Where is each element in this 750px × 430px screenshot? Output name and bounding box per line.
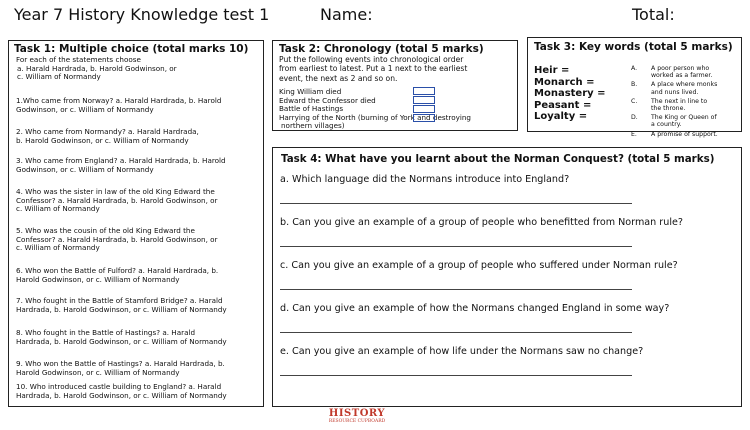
history-logo	[318, 408, 396, 425]
order-input-1[interactable]	[413, 87, 435, 95]
definition-text: A place where monks	[651, 81, 718, 89]
task4-question-d: d. Can you give an example of how the Normans changed England in some way?	[280, 303, 670, 314]
name-label: Name:	[320, 5, 373, 24]
question-line: b. Harold Godwinson, or c. William of Normandy	[16, 135, 189, 145]
term-heir: Heir =	[534, 65, 570, 76]
task1-title: Task 1: Multiple choice (total marks 10)	[14, 43, 249, 55]
task1-question-2[interactable]	[16, 128, 199, 145]
question-line: 10. Who introduced castle building to England? a. Harald	[16, 382, 222, 391]
event-label: Edward the Confessor died	[279, 95, 376, 105]
event-label: King William died	[279, 87, 342, 96]
definition-text: a country.	[651, 121, 682, 129]
task3-box	[527, 37, 742, 138]
question-line: Confessor? a. Harald Hardrada, b. Harold Godwinson, or	[16, 195, 218, 205]
answer-line-c[interactable]	[280, 289, 632, 290]
definition-text: worked as a farmer.	[651, 72, 713, 80]
order-input-3[interactable]	[413, 105, 435, 113]
task1-intro-line: a. Harald Hardrada, b. Harold Godwinson, or	[17, 63, 177, 73]
question-line: 9. Who won the Battle of Hastings? a. Harald Hardrada, b.	[16, 359, 225, 368]
definition-text: and nuns lived.	[651, 88, 699, 96]
task1-question-6[interactable]	[16, 267, 218, 284]
question-line: Godwinson, or c. William of Normandy	[16, 104, 154, 114]
definition-d	[631, 114, 739, 128]
task2-events	[279, 88, 471, 131]
definition-letter: A.	[631, 65, 638, 72]
task2-box	[272, 40, 518, 131]
answer-line-e[interactable]	[280, 375, 632, 376]
question-line: 5. Who was the cousin of the old King Edward the	[16, 226, 195, 235]
worksheet-title: Year 7 History Knowledge test 1	[14, 5, 270, 24]
question-line: Godwinson, or c. William of Normandy	[16, 164, 154, 174]
answer-line-a[interactable]	[280, 203, 632, 204]
task1-question-1[interactable]	[16, 97, 221, 114]
task4-question-c: c. Can you give an example of a group of people who suffered under Norman rule?	[280, 260, 678, 271]
definitions	[631, 65, 739, 138]
task2-intro-line: Put the following events into chronological order	[279, 55, 464, 64]
task4-title: Task 4: What have you learnt about the Norman Conquest? (total 5 marks)	[281, 153, 715, 165]
task4-question-e: e. Can you give an example of how life under the Normans saw no change?	[280, 346, 644, 357]
task2-intro-line: from earliest to latest. Put a 1 next to the earliest	[279, 64, 468, 74]
task1-question-5[interactable]	[16, 227, 218, 253]
definition-a	[631, 65, 739, 79]
definition-text: A promise of support.	[651, 130, 718, 138]
definition-b	[631, 81, 739, 95]
event-label: Battle of Hastings	[279, 104, 344, 114]
key-terms	[534, 65, 606, 123]
task2-intro-line: event, the next as 2 and so on.	[279, 73, 398, 83]
definition-e	[631, 131, 739, 138]
question-line: 7. Who fought in the Battle of Stamford Bridge? a. Harald	[16, 296, 223, 305]
definition-text: The King or Queen of	[651, 114, 717, 122]
definition-text: A poor person who	[651, 65, 710, 72]
task2-title: Task 2: Chronology (total 5 marks)	[279, 43, 484, 55]
task3-title: Task 3: Key words (total 5 marks)	[534, 41, 733, 53]
task1-question-7[interactable]	[16, 297, 227, 314]
question-line: Hardrada, b. Harold Godwinson, or c. William of Normandy	[16, 336, 227, 346]
question-line: Hardrada, b. Harold Godwinson, or c. William of Normandy	[16, 390, 227, 400]
logo-word: HISTORY	[328, 408, 386, 419]
logo-subtitle: RESOURCE CUPBOARD	[328, 419, 386, 424]
order-input-4[interactable]	[413, 114, 435, 122]
event-label: Harrying of the North (burning of York and destroying	[279, 112, 471, 122]
term-loyalty: Loyalty =	[534, 111, 588, 122]
task4-question-a: a. Which language did the Normans introduce into England?	[280, 174, 570, 185]
term-monastery: Monastery =	[534, 88, 606, 99]
term-peasant: Peasant =	[534, 99, 592, 111]
task1-question-9[interactable]	[16, 360, 225, 377]
order-input-2[interactable]	[413, 96, 435, 104]
task1-question-10[interactable]	[16, 383, 227, 400]
task4-question-b: b. Can you give an example of a group of people who benefitted from Norman rule?	[280, 217, 683, 228]
task1-intro-line: c. William of Normandy	[17, 72, 101, 82]
answer-line-b[interactable]	[280, 246, 632, 247]
question-line: 8. Who fought in the Battle of Hastings? a. Harald	[16, 328, 196, 337]
definition-letter: B.	[631, 81, 638, 89]
definition-c	[631, 98, 739, 112]
question-line: c. William of Normandy	[16, 204, 100, 214]
task1-intro	[16, 56, 177, 82]
task1-question-4[interactable]	[16, 188, 218, 214]
question-line: c. William of Normandy	[16, 243, 100, 253]
definition-letter: C.	[631, 97, 638, 105]
question-line: 3. Who came from England? a. Harald Hardrada, b. Harold	[16, 156, 226, 165]
question-line: Confessor? a. Harald Hardrada, b. Harold Godwinson, or	[16, 234, 218, 244]
question-line: Hardrada, b. Harold Godwinson, or c. William of Normandy	[16, 304, 227, 314]
question-line: 6. Who won the Battle of Fulford? a. Harald Hardrada, b.	[16, 266, 219, 275]
task1-intro-line: For each of the statements choose	[16, 55, 141, 64]
task4-box	[272, 147, 742, 407]
answer-line-d[interactable]	[280, 332, 632, 333]
definition-text: The next in line to	[651, 97, 708, 105]
total-label: Total:	[632, 5, 675, 24]
term-monarch: Monarch =	[534, 76, 595, 88]
task2-intro	[279, 55, 467, 83]
question-line: 1.Who came from Norway? a. Harald Hardrada, b. Harold	[16, 96, 222, 105]
task1-box	[8, 40, 264, 407]
definition-letter: D.	[631, 114, 638, 122]
event-label: northern villages)	[281, 121, 345, 131]
definition-letter: E.	[631, 130, 637, 138]
question-line: Harold Godwinson, or c. William of Normandy	[16, 367, 180, 377]
question-line: 4. Who was the sister in law of the old King Edward the	[16, 187, 215, 196]
question-line: 2. Who came from Normandy? a. Harald Hardrada,	[16, 127, 199, 136]
task1-question-8[interactable]	[16, 329, 227, 346]
definition-text: the throne.	[651, 105, 686, 113]
task1-question-3[interactable]	[16, 157, 226, 174]
question-line: Harold Godwinson, or c. William of Normandy	[16, 274, 180, 284]
